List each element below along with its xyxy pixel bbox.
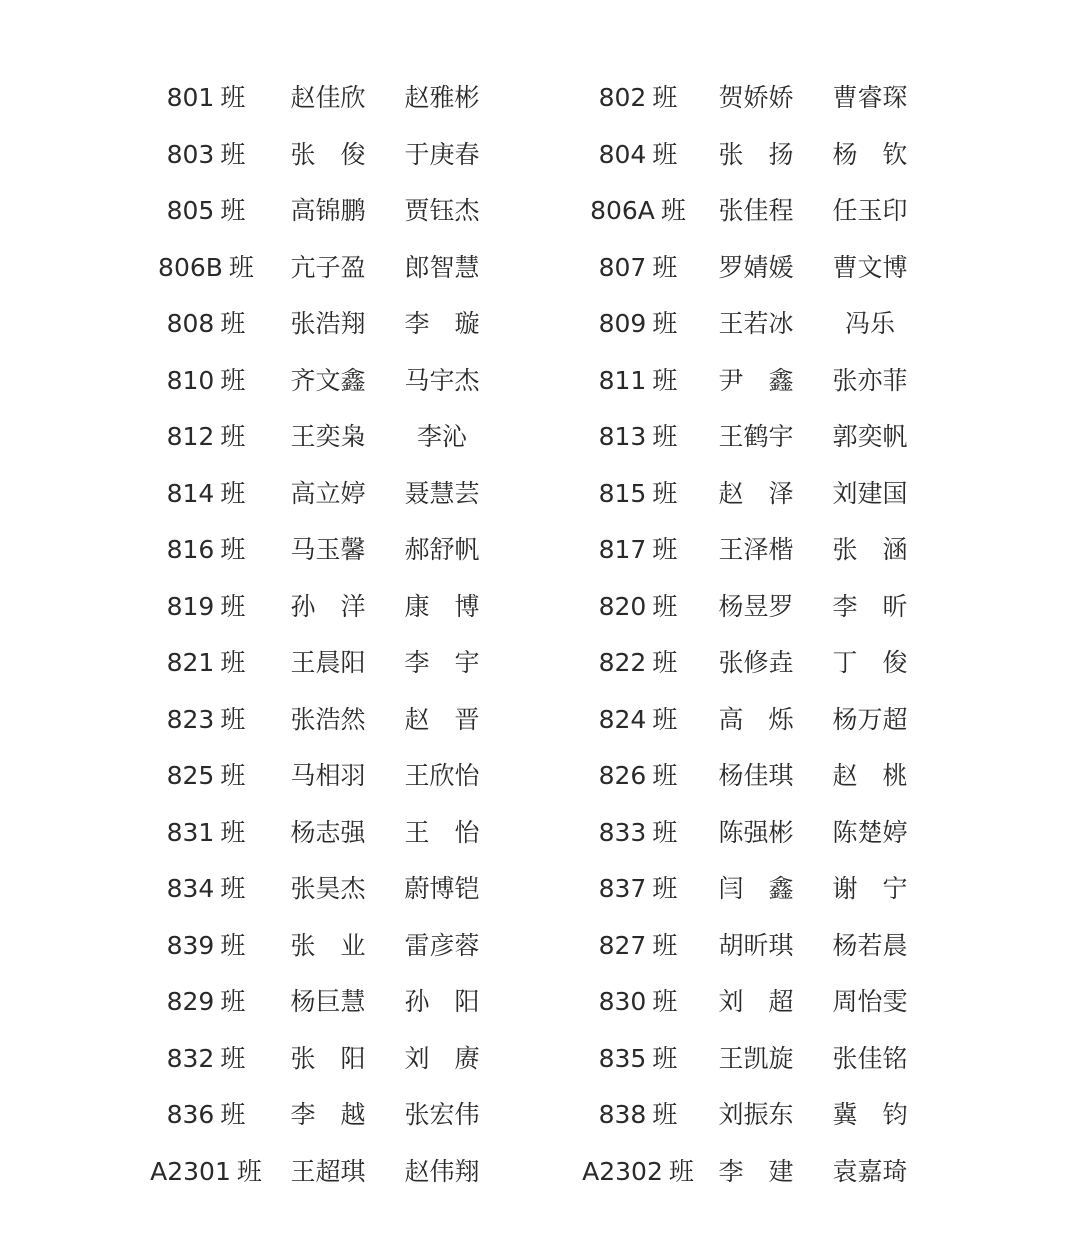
right-class-label [568, 918, 708, 975]
class-number: 833 [598, 817, 647, 847]
class-roster [0, 70, 1080, 1200]
class-number: A2301 [150, 1156, 231, 1186]
left-class-label [136, 522, 276, 579]
right-class-label [568, 1144, 708, 1201]
class-suffix: 班 [220, 422, 246, 451]
left-student-name-2: 贾钰杰 [404, 196, 480, 225]
class-number: 822 [598, 648, 647, 677]
right-student-name-2: 袁嘉琦 [832, 1156, 908, 1186]
right-student-name-2: 刘建国 [832, 478, 908, 508]
right-class-label [568, 1087, 708, 1144]
class-suffix: 班 [652, 252, 678, 282]
right-student-name-2: 杨万超 [832, 704, 908, 734]
class-suffix: 班 [220, 987, 246, 1016]
roster-row [0, 579, 1080, 636]
left-class-label [136, 748, 276, 805]
left-class-label [136, 1087, 276, 1144]
right-student-name-1: 张修垚 [718, 648, 794, 677]
class-number: 834 [166, 874, 215, 903]
roster-row [0, 692, 1080, 749]
left-student-name-2: 聂慧芸 [404, 478, 480, 508]
class-number: 831 [166, 817, 215, 847]
right-class-label [568, 466, 708, 523]
right-student-name-2: 杨若晨 [832, 930, 908, 960]
left-student-name-2: 马宇杰 [404, 365, 480, 395]
right-student-name-1: 胡昕琪 [718, 930, 794, 960]
roster-row [0, 70, 1080, 127]
left-student-name-1: 张浩然 [290, 704, 366, 734]
class-number: 832 [166, 1043, 215, 1073]
class-suffix: 班 [228, 252, 254, 282]
left-class-label [136, 861, 276, 918]
right-student-name-2: 陈楚婷 [832, 817, 908, 847]
class-suffix: 班 [220, 930, 246, 960]
left-class-label [136, 1031, 276, 1088]
roster-row [0, 127, 1080, 184]
right-student-name-2: 杨 钦 [832, 139, 908, 169]
left-student-name-2: 孙 阳 [404, 987, 480, 1016]
class-suffix: 班 [220, 761, 246, 790]
class-number: 838 [598, 1100, 647, 1129]
class-suffix: 班 [220, 704, 246, 734]
right-student-name-1: 尹 鑫 [718, 365, 794, 395]
right-class-label [568, 635, 708, 692]
right-student-name-1: 赵 泽 [718, 478, 794, 508]
class-number: 827 [598, 930, 647, 960]
left-student-name-2: 雷彦蓉 [404, 930, 480, 960]
left-student-name-2: 蔚博铠 [404, 874, 480, 903]
left-student-name-2: 康 博 [404, 591, 480, 621]
left-student-name-1: 李 越 [290, 1100, 366, 1129]
class-suffix: 班 [220, 817, 246, 847]
right-class-label [568, 692, 708, 749]
left-student-name-2: 李 璇 [404, 309, 480, 338]
left-student-name-1: 杨志强 [290, 817, 366, 847]
right-class-label [568, 353, 708, 410]
class-suffix: 班 [220, 648, 246, 677]
roster-row [0, 1144, 1080, 1201]
class-suffix: 班 [652, 1100, 678, 1129]
right-student-name-1: 王若冰 [718, 309, 794, 338]
roster-row [0, 805, 1080, 862]
roster-row [0, 183, 1080, 240]
left-student-name-1: 张 俊 [290, 139, 366, 169]
left-student-name-2: 郝舒帆 [404, 535, 480, 564]
class-suffix: 班 [220, 365, 246, 395]
left-class-label [136, 240, 276, 297]
class-suffix: 班 [652, 648, 678, 677]
class-suffix: 班 [220, 478, 246, 508]
left-class-label [136, 805, 276, 862]
class-number: 811 [598, 365, 647, 395]
right-student-name-2: 谢 宁 [832, 874, 908, 903]
roster-row [0, 353, 1080, 410]
class-number: 823 [166, 704, 215, 734]
class-suffix: 班 [236, 1156, 262, 1186]
class-number: 803 [166, 139, 215, 169]
left-student-name-1: 王晨阳 [290, 648, 366, 677]
class-suffix: 班 [652, 478, 678, 508]
roster-row [0, 1031, 1080, 1088]
left-class-label [136, 296, 276, 353]
left-class-label [136, 183, 276, 240]
right-student-name-2: 张亦菲 [832, 365, 908, 395]
right-student-name-2: 任玉印 [832, 196, 908, 225]
left-student-name-1: 亢子盈 [290, 252, 366, 282]
right-class-label [568, 522, 708, 579]
class-number: 815 [598, 478, 647, 508]
left-student-name-2: 李 宇 [404, 648, 480, 677]
roster-row [0, 861, 1080, 918]
class-suffix: 班 [652, 704, 678, 734]
right-class-label [568, 861, 708, 918]
left-student-name-2: 郎智慧 [404, 252, 480, 282]
left-class-label [136, 579, 276, 636]
right-student-name-1: 杨昱罗 [718, 591, 794, 621]
class-number: 824 [598, 704, 647, 734]
left-student-name-1: 张浩翔 [290, 309, 366, 338]
class-suffix: 班 [668, 1156, 694, 1186]
left-class-label [136, 409, 276, 466]
class-suffix: 班 [220, 196, 246, 225]
right-student-name-1: 王鹤宇 [718, 422, 794, 451]
right-student-name-1: 王凯旋 [718, 1043, 794, 1073]
left-student-name-1: 杨巨慧 [290, 987, 366, 1016]
right-student-name-1: 李 建 [718, 1156, 794, 1186]
class-suffix: 班 [652, 1043, 678, 1073]
class-suffix: 班 [220, 139, 246, 169]
left-class-label [136, 70, 276, 127]
left-student-name-1: 孙 洋 [290, 591, 366, 621]
class-suffix: 班 [652, 83, 678, 112]
class-number: 801 [166, 83, 215, 112]
left-student-name-1: 马相羽 [290, 761, 366, 790]
class-suffix: 班 [220, 83, 246, 112]
class-suffix: 班 [652, 365, 678, 395]
class-number: 808 [166, 309, 215, 338]
class-number: 826 [598, 761, 647, 790]
roster-row [0, 296, 1080, 353]
roster-row [0, 974, 1080, 1031]
right-student-name-2: 郭奕帆 [832, 422, 908, 451]
left-student-name-2: 李沁 [416, 422, 467, 451]
class-number: 836 [166, 1100, 215, 1129]
right-student-name-2: 张 涵 [832, 535, 908, 564]
class-number: 829 [166, 987, 215, 1016]
class-suffix: 班 [220, 1043, 246, 1073]
right-student-name-1: 张 扬 [718, 139, 794, 169]
class-number: 820 [598, 591, 647, 621]
right-student-name-1: 杨佳琪 [718, 761, 794, 790]
left-class-label [136, 127, 276, 184]
left-student-name-2: 赵雅彬 [404, 83, 480, 112]
right-student-name-2: 张佳铭 [832, 1043, 908, 1073]
right-student-name-2: 曹文博 [832, 252, 908, 282]
left-student-name-2: 刘 赓 [404, 1043, 480, 1073]
left-student-name-2: 王欣怡 [404, 761, 480, 790]
roster-row [0, 240, 1080, 297]
left-class-label [136, 635, 276, 692]
left-class-label [136, 974, 276, 1031]
right-student-name-1: 王泽楷 [718, 535, 794, 564]
class-suffix: 班 [652, 817, 678, 847]
class-suffix: 班 [652, 309, 678, 338]
right-student-name-1: 刘 超 [718, 987, 794, 1016]
roster-row [0, 748, 1080, 805]
right-student-name-1: 刘振东 [718, 1100, 794, 1129]
class-number: 809 [598, 309, 647, 338]
right-student-name-2: 赵 桃 [832, 761, 908, 790]
right-class-label [568, 579, 708, 636]
class-number: 806A [590, 196, 655, 225]
left-student-name-1: 高锦鹏 [290, 196, 366, 225]
class-number: 825 [166, 761, 215, 790]
class-suffix: 班 [652, 591, 678, 621]
right-class-label [568, 974, 708, 1031]
left-student-name-1: 张 业 [290, 930, 366, 960]
class-number: A2302 [582, 1156, 663, 1186]
right-class-label [568, 805, 708, 862]
right-class-label [568, 296, 708, 353]
class-number: 804 [598, 139, 647, 169]
left-class-label [136, 692, 276, 749]
class-suffix: 班 [652, 874, 678, 903]
left-student-name-1: 齐文鑫 [290, 365, 366, 395]
left-student-name-2: 张宏伟 [404, 1100, 480, 1129]
roster-row [0, 918, 1080, 975]
right-class-label [568, 127, 708, 184]
left-student-name-2: 于庚春 [404, 139, 480, 169]
right-student-name-1: 罗婧媛 [718, 252, 794, 282]
right-student-name-2: 周怡雯 [832, 987, 908, 1016]
class-number: 837 [598, 874, 647, 903]
class-suffix: 班 [652, 422, 678, 451]
class-number: 807 [598, 252, 647, 282]
class-suffix: 班 [220, 535, 246, 564]
roster-row [0, 635, 1080, 692]
right-student-name-2: 曹睿琛 [832, 83, 908, 112]
class-number: 821 [166, 648, 215, 677]
class-suffix: 班 [652, 535, 678, 564]
class-number: 817 [598, 535, 647, 564]
right-student-name-2: 李 昕 [832, 591, 908, 621]
class-number: 813 [598, 422, 647, 451]
class-suffix: 班 [652, 139, 678, 169]
right-class-label [568, 70, 708, 127]
right-student-name-1: 高 烁 [718, 704, 794, 734]
class-suffix: 班 [220, 874, 246, 903]
roster-row [0, 409, 1080, 466]
right-student-name-1: 陈强彬 [718, 817, 794, 847]
right-student-name-1: 贺娇娇 [718, 83, 794, 112]
right-class-label [568, 240, 708, 297]
left-student-name-2: 赵 晋 [404, 704, 480, 734]
right-class-label [568, 183, 708, 240]
right-student-name-2: 丁 俊 [832, 648, 908, 677]
left-student-name-1: 张昊杰 [290, 874, 366, 903]
left-student-name-2: 赵伟翔 [404, 1156, 480, 1186]
left-student-name-1: 赵佳欣 [290, 83, 366, 112]
right-student-name-2: 冀 钧 [832, 1100, 908, 1129]
left-class-label [136, 918, 276, 975]
class-number: 814 [166, 478, 215, 508]
class-suffix: 班 [652, 930, 678, 960]
right-student-name-1: 闫 鑫 [718, 874, 794, 903]
class-suffix: 班 [220, 1100, 246, 1129]
class-number: 819 [166, 591, 215, 621]
class-number: 810 [166, 365, 215, 395]
left-student-name-1: 张 阳 [290, 1043, 366, 1073]
right-student-name-1: 张佳程 [718, 196, 794, 225]
right-class-label [568, 748, 708, 805]
class-number: 830 [598, 987, 647, 1016]
class-suffix: 班 [652, 987, 678, 1016]
left-class-label [136, 1144, 276, 1201]
right-student-name-2: 冯乐 [844, 309, 895, 338]
left-student-name-2: 王 怡 [404, 817, 480, 847]
right-class-label [568, 1031, 708, 1088]
class-number: 816 [166, 535, 215, 564]
left-student-name-1: 马玉馨 [290, 535, 366, 564]
left-student-name-1: 王奕枭 [290, 422, 366, 451]
class-number: 806B [158, 252, 223, 282]
class-number: 839 [166, 930, 215, 960]
roster-row [0, 522, 1080, 579]
class-number: 805 [166, 196, 215, 225]
class-suffix: 班 [660, 196, 686, 225]
right-class-label [568, 409, 708, 466]
class-number: 802 [598, 83, 647, 112]
left-student-name-1: 王超琪 [290, 1156, 366, 1186]
left-class-label [136, 353, 276, 410]
class-suffix: 班 [220, 309, 246, 338]
left-class-label [136, 466, 276, 523]
class-number: 835 [598, 1043, 647, 1073]
class-number: 812 [166, 422, 215, 451]
class-suffix: 班 [220, 591, 246, 621]
roster-row [0, 1087, 1080, 1144]
left-student-name-1: 高立婷 [290, 478, 366, 508]
roster-row [0, 466, 1080, 523]
class-suffix: 班 [652, 761, 678, 790]
